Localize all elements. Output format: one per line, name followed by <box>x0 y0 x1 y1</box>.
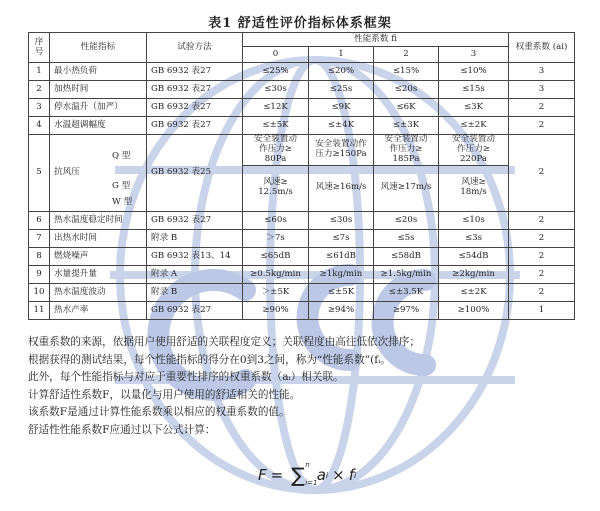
table-row <box>29 81 575 99</box>
cell-f1: ≤±5K <box>309 284 374 302</box>
explanation-text <box>28 334 583 440</box>
cell-f1: ≤±4K <box>309 117 374 135</box>
header-indicator: 性能指标 <box>50 33 147 63</box>
paragraph-line: 权重系数的来源，依据用户使用舒适的关联程度定义；关联程度由高往低依次排序； <box>28 336 420 348</box>
cell-method: 附录 B <box>147 284 243 302</box>
paragraph-line: 该系数F是通过计算性能系数乘以相应的权重系数的值。 <box>28 406 290 419</box>
cell-method: GB 6932 表27 <box>147 117 243 135</box>
cell-weight: 2 <box>509 230 575 248</box>
formula-f-sub: i <box>354 470 357 480</box>
wind-type-q: Q 型 <box>112 151 131 162</box>
cell-f2: ≤15% <box>374 63 439 81</box>
cell-f2: 风速≥17m/s <box>374 165 439 211</box>
cell-f1: ≤30s <box>309 212 374 230</box>
cell-f3: ≥2kg/min <box>439 266 509 284</box>
table-title: 表1 舒适性评价指标体系框架 <box>208 16 392 31</box>
cell-f3: 风速≥ 18m/s <box>439 165 509 211</box>
cell-seq: 6 <box>29 212 50 230</box>
cell-indicator: 热水产率 <box>50 302 147 320</box>
cell-indicator: 最小热负荷 <box>50 63 147 81</box>
header-coef-3: 3 <box>439 47 509 63</box>
cell-indicator: 水温超调幅度 <box>50 117 147 135</box>
cell-method: GB 6932 表13、14 <box>147 248 243 266</box>
cell-wind-indicator <box>50 135 147 212</box>
table-row <box>29 117 575 135</box>
cell-f0: ≥90% <box>243 302 309 320</box>
cell-f0: ≤25% <box>243 63 309 81</box>
table-row <box>29 302 575 320</box>
cell-weight: 2 <box>509 117 575 135</box>
paragraph-line: 舒适性性能系数F应通过以下公式计算： <box>28 423 216 436</box>
cell-f2: ≤6K <box>374 99 439 117</box>
cell-f1: ≤61dB <box>309 248 374 266</box>
cell-f3: ≤3K <box>439 99 509 117</box>
comfort-formula <box>258 458 356 492</box>
cell-f2: 安全装置动 作压力≥ 185Pa <box>374 135 439 166</box>
formula-equals: = <box>270 466 284 484</box>
cell-weight: 2 <box>509 248 575 266</box>
header-coef-2: 2 <box>374 47 439 63</box>
cell-f3: ≤10s <box>439 212 509 230</box>
wind-type-g: G 型 <box>112 181 131 192</box>
cell-f1: ≤7s <box>309 230 374 248</box>
table-row <box>29 284 575 302</box>
header-seq: 序号 <box>29 33 50 63</box>
cell-f1: 安全装置动作 压力≥150Pa <box>309 135 374 166</box>
table-row <box>29 63 575 81</box>
cell-f3: ≤54dB <box>439 248 509 266</box>
table-row <box>29 99 575 117</box>
cell-method: GB 6932 表25 <box>147 135 243 212</box>
comfort-index-table <box>28 32 575 320</box>
cell-f3: ≤15s <box>439 81 509 99</box>
cell-indicator: 热水温度波动 <box>50 284 147 302</box>
cell-indicator: 水量提升量 <box>50 266 147 284</box>
cell-seq: 2 <box>29 81 50 99</box>
cell-seq: 11 <box>29 302 50 320</box>
wind-type-w: W 型 <box>112 197 133 208</box>
cell-method: GB 6932 表27 <box>147 302 243 320</box>
table-row <box>29 248 575 266</box>
cell-f1: ≤9K <box>309 99 374 117</box>
cell-weight: 2 <box>509 135 575 212</box>
cell-f3: ≥100% <box>439 302 509 320</box>
cell-f1: 风速≥16m/s <box>309 165 374 211</box>
cell-f2: ≤5s <box>374 230 439 248</box>
cell-method: GB 6932 表27 <box>147 81 243 99</box>
cell-f0: ≤12K <box>243 99 309 117</box>
formula-a-sub: i <box>325 470 329 480</box>
header-weight: 权重系数 (ai) <box>509 33 575 63</box>
formula-f: f <box>348 466 354 484</box>
cell-f0: 风速≥ 12.5m/s <box>243 165 309 211</box>
cell-f1: ≥94% <box>309 302 374 320</box>
paragraph-line: 此外，每个性能指标与对应于重要性排序的权重系数（aᵢ）相关联。 <box>28 371 344 384</box>
cell-weight: 3 <box>509 81 575 99</box>
formula-times: × <box>332 466 345 484</box>
cell-weight: 2 <box>509 212 575 230</box>
cell-indicator: 加热时间 <box>50 81 147 99</box>
cell-seq: 4 <box>29 117 50 135</box>
cell-f3: ≤±2K <box>439 284 509 302</box>
cell-f2: ≤±3.5K <box>374 284 439 302</box>
cell-f1: ≥1kg/min <box>309 266 374 284</box>
cell-f2: ≤20s <box>374 212 439 230</box>
cell-f2: ≤±3K <box>374 117 439 135</box>
cell-weight: 2 <box>509 284 575 302</box>
paragraph-line: 根据获得的测试结果，每个性能指标的得分在0到3之间，称为“性能系数”(fᵢ。 <box>28 353 391 366</box>
cell-f0: ≥0.5kg/min <box>243 266 309 284</box>
cell-f0: ≤65dB <box>243 248 309 266</box>
cell-seq: 10 <box>29 284 50 302</box>
cell-seq: 3 <box>29 99 50 117</box>
header-coef-1: 1 <box>309 47 374 63</box>
cell-seq: 5 <box>29 135 50 212</box>
cell-seq: 8 <box>29 248 50 266</box>
cell-f3: ≤3s <box>439 230 509 248</box>
cell-f3: 安全装置动 作压力≥ 220Pa <box>439 135 509 166</box>
cell-f0: ≤30s <box>243 81 309 99</box>
cell-method: 附录 A <box>147 266 243 284</box>
cell-f0: ≤60s <box>243 212 309 230</box>
cell-seq: 9 <box>29 266 50 284</box>
cell-indicator: 热水温度稳定时间 <box>50 212 147 230</box>
cell-seq: 1 <box>29 63 50 81</box>
cell-weight: 2 <box>509 266 575 284</box>
formula-lhs: F <box>258 466 267 484</box>
paragraph-line: 计算舒适性系数F，以量化与用户使用的舒适相关的性能。 <box>28 388 301 401</box>
cell-weight: 3 <box>509 63 575 81</box>
cell-method: GB 6932 表27 <box>147 99 243 117</box>
table-row <box>29 266 575 284</box>
table-row <box>29 212 575 230</box>
cell-f2: ≥97% <box>374 302 439 320</box>
cell-seq: 7 <box>29 230 50 248</box>
cell-weight: 2 <box>509 99 575 117</box>
cell-method: GB 6932 表27 <box>147 63 243 81</box>
cell-f0: ≤±5K <box>243 117 309 135</box>
cell-f2: ≤20s <box>374 81 439 99</box>
cell-f0: 安全装置动 作压力≥ 80Pa <box>243 135 309 166</box>
cell-f2: ≤58dB <box>374 248 439 266</box>
header-method: 试验方法 <box>147 33 243 63</box>
cell-f1: ≤20% <box>309 63 374 81</box>
cell-weight: 1 <box>509 302 575 320</box>
cell-f0: ＞±5K <box>243 284 309 302</box>
cell-method: 附录 B <box>147 230 243 248</box>
cell-indicator: 停水温升（加严） <box>50 99 147 117</box>
header-coef-0: 0 <box>243 47 309 63</box>
cell-indicator: 出热水时间 <box>50 230 147 248</box>
cell-indicator: 燃烧噪声 <box>50 248 147 266</box>
cell-f2: ≥1.5kg/min <box>374 266 439 284</box>
formula-a: a <box>316 466 326 484</box>
wind-label: 抗风压 <box>54 167 80 178</box>
cell-f1: ≤25s <box>309 81 374 99</box>
header-coef-group: 性能系数 fi <box>243 33 509 47</box>
cell-method: GB 6932 表27 <box>147 212 243 230</box>
sigma-symbol: ∑ n i=1 <box>291 461 318 487</box>
table-row <box>29 230 575 248</box>
cell-f3: ≤±2K <box>439 117 509 135</box>
cell-f3: ≤10% <box>439 63 509 81</box>
cell-f0: ＞7s <box>243 230 309 248</box>
